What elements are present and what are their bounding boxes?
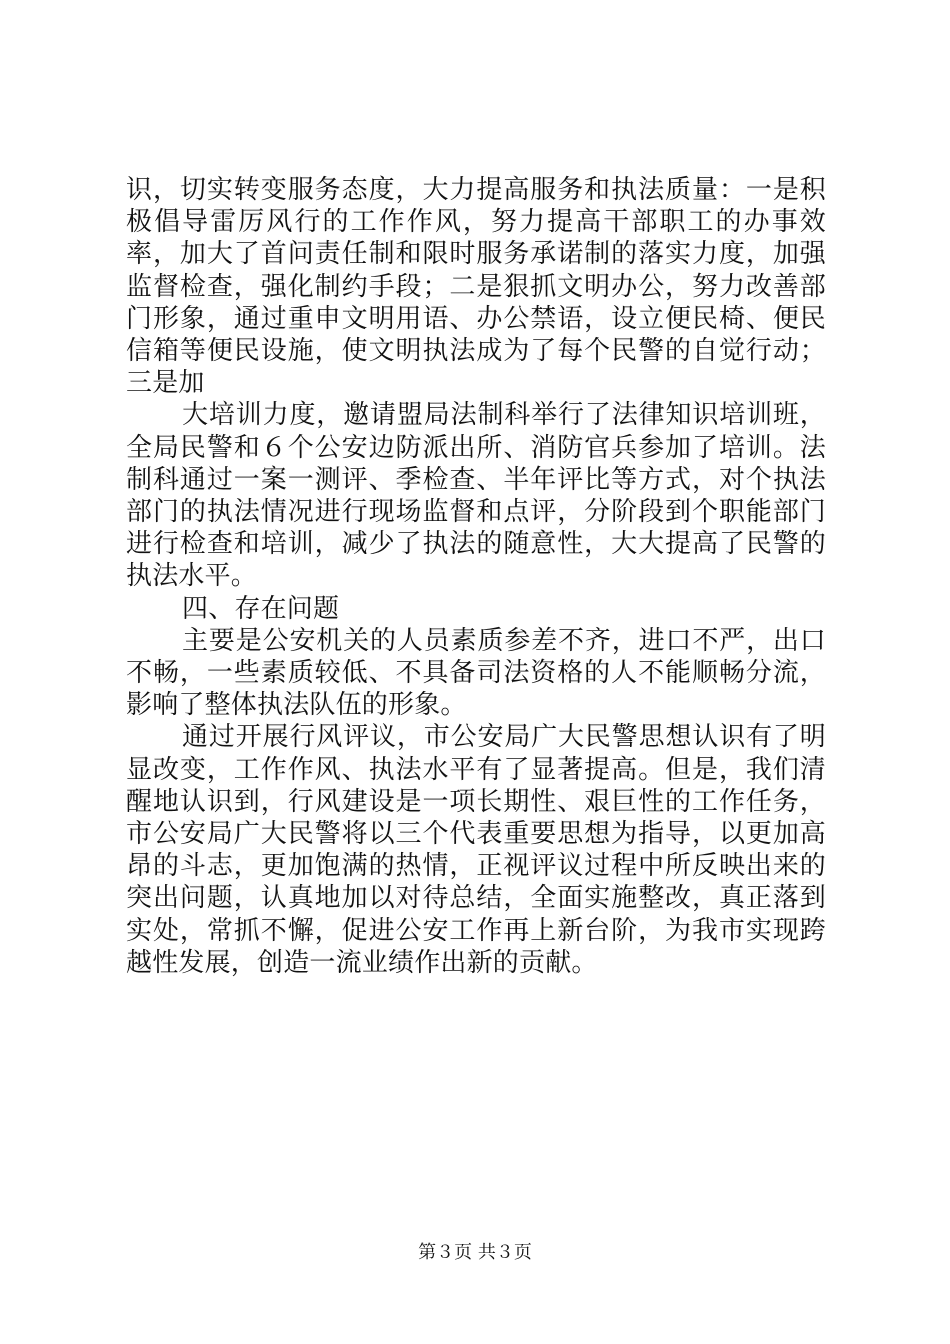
paragraph-conclusion: 通过开展行风评议，市公安局广大民警思想认识有了明显改变，工作作风、执法水平有了显著提高。但是，我们清醒地认识到，行风建设是一项长期性、艰巨性的工作任务，市公安局广大民警将以三个代表重要思想为指导，以更加高昂的斗志，更加饱满的热情，正视评议过程中所反映出来的突出问题，认真地加以对待总结，全面实施整改，真正落到实处，常抓不懈，促进公安工作再上新台阶，为我市实现跨越性发展，创造一流业绩作出新的贡献。 — [126, 722, 826, 978]
paragraph-training: 大培训力度，邀请盟局法制科举行了法律知识培训班，全局民警和６个公安边防派出所、消防官兵参加了培训。法制科通过一案一测评、季检查、半年评比等方式，对个执法部门的执法情况进行现场监督和点评，分阶段到个职能部门进行检查和培训，减少了执法的随意性，大大提高了民警的执法水平。 — [126, 400, 826, 592]
paragraph-continued: 识，切实转变服务态度，大力提高服务和执法质量：一是积极倡导雷厉风行的工作作风，努力提高干部职工的办事效率，加大了首问责任制和限时服务承诺制的落实力度，加强监督检查，强化制约手段；二是狠抓文明办公，努力改善部门形象，通过重申文明用语、办公禁语，设立便民椅、便民信箱等便民设施，使文明执法成为了每个民警的自觉行动；三是加 — [126, 175, 826, 399]
document-body — [126, 174, 826, 979]
paragraph-problems: 主要是公安机关的人员素质参差不齐，进口不严，出口不畅，一些素质较低、不具备司法资格的人不能顺畅分流，影响了整体执法队伍的形象。 — [126, 625, 826, 721]
section-heading-problems: 四、存在问题 — [182, 593, 340, 624]
page-footer: 第３页 共３页 — [418, 1242, 532, 1263]
